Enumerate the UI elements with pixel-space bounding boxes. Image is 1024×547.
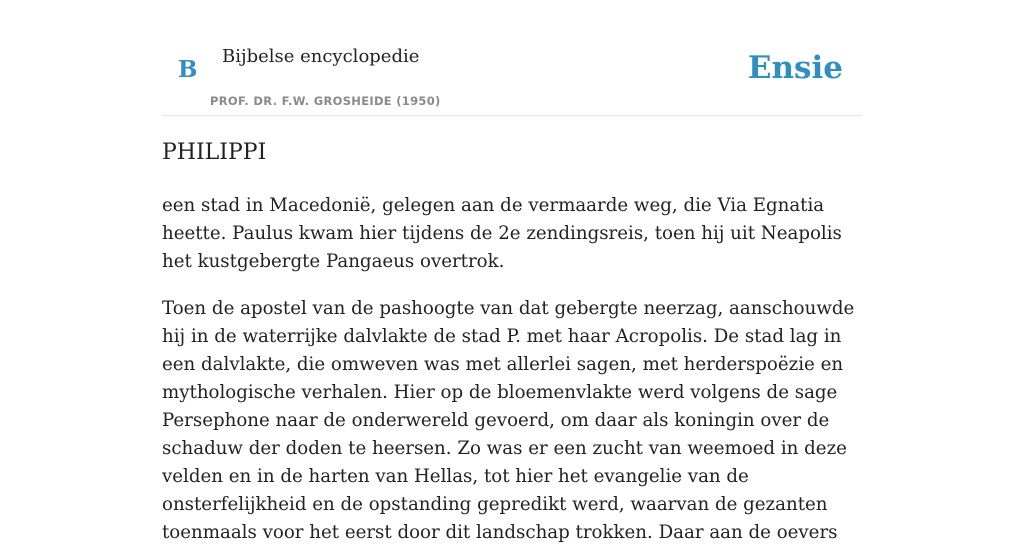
page xyxy=(162,0,862,543)
book-letter-logo[interactable]: B xyxy=(178,56,198,83)
book-header xyxy=(162,0,862,116)
ensie-logo[interactable]: Ensie xyxy=(747,50,843,86)
entry-title: PHILIPPI xyxy=(162,140,267,165)
book-author: PROF. DR. F.W. GROSHEIDE (1950) xyxy=(210,94,441,108)
book-title-link[interactable]: Bijbelse encyclopedie xyxy=(222,46,420,67)
entry-paragraph-2: Toen de apostel van de pashoogte van dat gebergte neerzag, aanschouwde hij in de waterrijke dalvlakte de stad P. met haar Acropolis. De stad lag in een dalvlakte, die omweven was met allerlei sagen, met herderspoëzie en mythologische verhalen. Hier op de bloemenvlakte werd volgens de sage Persephone naar de onderwereld gevoerd, om daar als koningin over de schaduw der doden te heersen. Zo was er een zucht van weemoed in deze velden en in de harten van Hellas, tot hier het evangelie van de onsterfelijkheid en de opstanding gepredikt werd, waarvan de gezanten toenmaals voor het eerst door dit landschap trokken. Daar aan de oevers xyxy=(162,298,855,543)
entry-paragraph-1: een stad in Macedonië, gelegen aan de vermaarde weg, die Via Egnatia heette. Paulus kwam hier tijdens de 2e zendingsreis, toen hij uit Neapolis het kustgebergte Pangaeus overtrok. xyxy=(162,195,842,272)
